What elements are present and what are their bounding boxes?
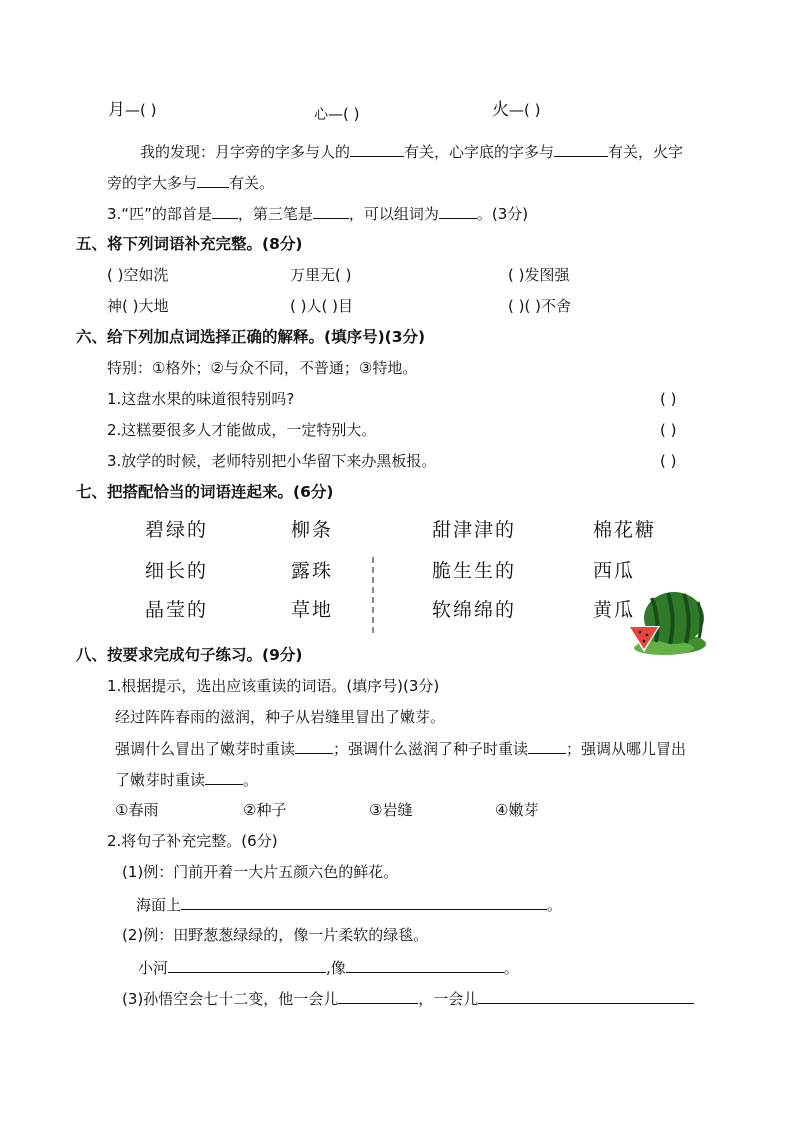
text: 海面上 [136, 896, 182, 914]
blank[interactable] [295, 738, 333, 754]
radical-blank[interactable]: —( ) [125, 101, 157, 119]
definition: 特别：①格外；②与众不同，不普通；③特地。 [107, 359, 418, 377]
radical-fire [492, 100, 540, 120]
text: 我的发现：月字旁的字多与人的 [140, 143, 351, 161]
section7-title: 七、把搭配恰当的词语连起来。(6分) [76, 483, 334, 501]
radical-blank[interactable]: —( ) [509, 101, 541, 119]
answer-blank[interactable]: ( ) [660, 421, 677, 439]
match-word[interactable]: 碧绿的 [145, 519, 209, 541]
blank[interactable] [212, 203, 238, 219]
idiom-item[interactable]: ( )( )不舍 [508, 297, 571, 315]
blank[interactable] [338, 988, 418, 1004]
blank[interactable] [205, 769, 243, 785]
option[interactable]: ④嫩芽 [495, 801, 539, 819]
blank[interactable] [168, 957, 326, 973]
fill-line-1 [136, 894, 562, 915]
text: ，一会儿 [418, 990, 479, 1008]
example-2: (2)例：田野葱葱绿绿的，像一片柔软的绿毯。 [122, 926, 429, 944]
radical-char: 心 [314, 107, 328, 123]
emphasis-line-1 [115, 738, 686, 759]
radical-char: 火 [492, 100, 509, 120]
question-item: 3.放学的时候，老师特别把小华留下来办黑板报。 [107, 452, 437, 470]
blank[interactable] [197, 172, 229, 188]
text: 有关，火字 [608, 143, 684, 161]
match-word[interactable]: 细长的 [145, 560, 209, 582]
radical-heart [314, 104, 359, 125]
discovery-line-2 [107, 172, 274, 193]
text: ；强调从哪儿冒出 [566, 740, 687, 758]
blank[interactable] [181, 894, 547, 910]
radical-moon [108, 100, 156, 120]
text: 小河 [138, 959, 169, 977]
question-2-title: 2.将句子补充完整。(6分) [107, 832, 278, 850]
watermelon-icon [620, 590, 712, 662]
text: 。 [503, 959, 519, 977]
answer-blank[interactable]: ( ) [660, 390, 677, 408]
text: 有关，心字底的字多与 [404, 143, 555, 161]
text: 。 [547, 896, 563, 914]
match-word[interactable]: 甜津津的 [432, 519, 517, 541]
blank[interactable] [478, 988, 694, 1004]
text: ，第三笔是 [237, 205, 313, 223]
text: 。(3分) [476, 205, 529, 223]
match-word[interactable]: 棉花糖 [593, 519, 657, 541]
example-3 [122, 988, 694, 1009]
idiom-item[interactable]: 神( )大地 [107, 297, 169, 315]
blank[interactable] [554, 141, 608, 157]
option[interactable]: ②种子 [243, 801, 287, 819]
text: ,像 [326, 959, 346, 977]
idiom-item[interactable]: ( )人( )目 [290, 297, 353, 315]
match-word[interactable]: 西瓜 [593, 560, 636, 582]
idiom-item[interactable]: 万里无( ) [290, 266, 352, 284]
match-word[interactable]: 露珠 [291, 560, 334, 582]
blank[interactable] [346, 957, 504, 973]
question-1-title: 1.根据提示，选出应该重读的词语。(填序号)(3分) [107, 677, 440, 695]
section6-title: 六、给下列加点词选择正确的解释。(填序号)(3分) [76, 328, 426, 346]
option[interactable]: ③岩缝 [369, 801, 413, 819]
fill-line-2 [138, 957, 519, 978]
text: 。 [243, 771, 259, 789]
question-item: 2.这糕要很多人才能做成，一定特别大。 [107, 421, 377, 439]
text: 强调什么冒出了嫩芽时重读 [115, 740, 296, 758]
example-sentence: 经过阵阵春雨的滋润，种子从岩缝里冒出了嫩芽。 [115, 708, 446, 726]
option[interactable]: ①春雨 [115, 801, 159, 819]
blank[interactable] [528, 738, 566, 754]
question-3 [107, 203, 528, 224]
section5-title: 五、将下列词语补充完整。(8分) [76, 235, 303, 253]
radical-blank[interactable]: —( ) [328, 105, 360, 123]
text: 3.“匹”的部首是 [107, 205, 212, 223]
match-word[interactable]: 软绵绵的 [432, 599, 517, 621]
radical-char: 月 [108, 100, 125, 120]
section8-title: 八、按要求完成句子练习。(9分) [76, 646, 303, 664]
match-word[interactable]: 脆生生的 [432, 560, 517, 582]
text: ，可以组词为 [348, 205, 439, 223]
match-word[interactable]: 草地 [291, 599, 334, 621]
text: (3)孙悟空会七十二变，他一会儿 [122, 990, 339, 1008]
blank[interactable] [350, 141, 404, 157]
blank[interactable] [313, 203, 349, 219]
example-1: (1)例：门前开着一大片五颜六色的鲜花。 [122, 863, 399, 881]
match-word[interactable]: 柳条 [291, 519, 334, 541]
blank[interactable] [439, 203, 477, 219]
text: 了嫩芽时重读 [115, 771, 206, 789]
match-word[interactable]: 黄瓜 [593, 599, 636, 621]
text: 旁的字大多与 [107, 174, 198, 192]
answer-blank[interactable]: ( ) [660, 452, 677, 470]
idiom-item[interactable]: ( )空如洗 [107, 266, 169, 284]
text: 有关。 [229, 174, 275, 192]
idiom-item[interactable]: ( )发图强 [508, 266, 570, 284]
question-item: 1.这盘水果的味道很特别吗? [107, 390, 295, 408]
emphasis-line-2 [115, 769, 258, 790]
discovery-line-1 [140, 141, 683, 162]
divider [372, 557, 374, 633]
match-word[interactable]: 晶莹的 [145, 599, 209, 621]
text: ；强调什么滋润了种子时重读 [333, 740, 529, 758]
